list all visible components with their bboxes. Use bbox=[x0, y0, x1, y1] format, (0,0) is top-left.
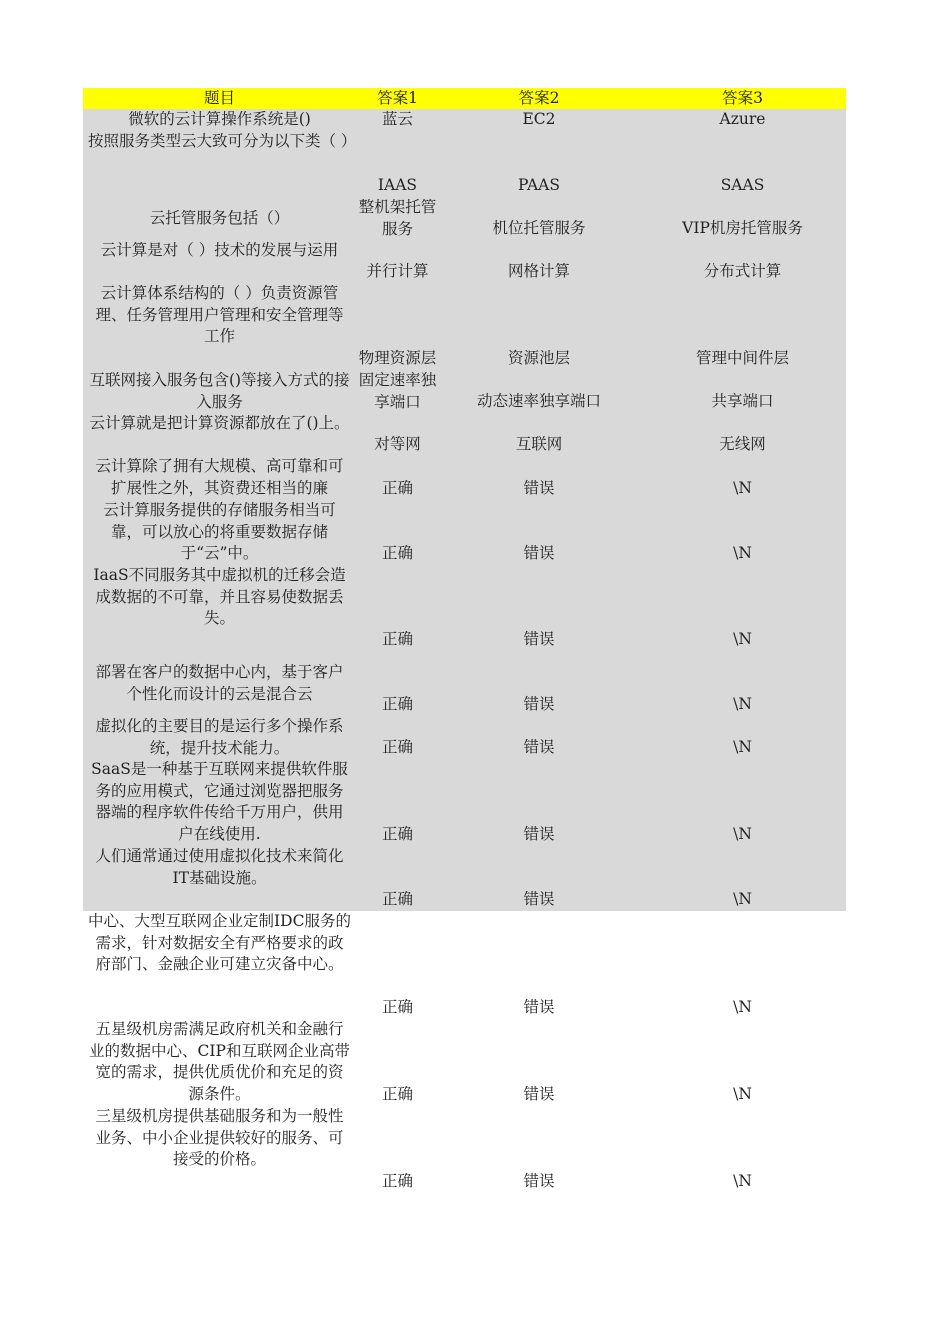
answer1-cell: 正确 bbox=[381, 1085, 413, 1104]
table-row bbox=[83, 197, 846, 240]
question-cell: SaaS是一种基于互联网来提供软件服务的应用模式，它通过浏览器把服务器端的程序软件传给千万用户，供用户在线使用. bbox=[91, 760, 348, 844]
answer1-cell: 正确 bbox=[381, 630, 413, 649]
answer3-cell: \N bbox=[733, 1172, 752, 1191]
answer2-cell: 错误 bbox=[523, 738, 555, 757]
table-row bbox=[83, 413, 846, 456]
answer3-cell: \N bbox=[733, 998, 752, 1017]
answer1-cell: 整机架托管服务 bbox=[358, 198, 437, 238]
answer2-cell: PAAS bbox=[517, 176, 560, 195]
question-cell: 微软的云计算操作系统是() bbox=[128, 110, 311, 128]
answer3-cell: VIP机房托管服务 bbox=[682, 219, 803, 238]
table-row bbox=[83, 109, 846, 131]
answer3-cell: 管理中间件层 bbox=[695, 349, 789, 368]
question-cell: IaaS不同服务其中虚拟机的迁移会造成数据的不可靠，并且容易使数据丢失。 bbox=[93, 566, 346, 628]
question-cell: 云计算服务提供的存储服务相当可靠，可以放心的将重要数据存储于“云”中。 bbox=[103, 501, 336, 563]
answer3-cell: 分布式计算 bbox=[703, 262, 782, 281]
answer1-cell: 固定速率独享端口 bbox=[358, 371, 437, 411]
answer2-cell: 错误 bbox=[523, 1085, 555, 1104]
question-cell: 云托管服务包括（） bbox=[149, 208, 290, 227]
table-row bbox=[83, 131, 846, 197]
answer3-cell: Azure bbox=[719, 110, 766, 128]
table-row bbox=[83, 759, 846, 846]
table-row bbox=[83, 565, 846, 651]
answer1-cell: 正确 bbox=[381, 825, 413, 844]
answer2-cell: 错误 bbox=[523, 998, 555, 1017]
answer2-cell: 错误 bbox=[523, 1172, 555, 1191]
answer3-cell: SAAS bbox=[720, 176, 765, 195]
answer1-cell: 正确 bbox=[381, 998, 413, 1017]
table-row bbox=[83, 911, 846, 1019]
table-row bbox=[83, 1106, 846, 1193]
question-cell: 互联网接入服务包含()等接入方式的接入服务 bbox=[89, 371, 350, 411]
answer1-cell: 并行计算 bbox=[366, 262, 429, 281]
question-cell: 五星级机房需满足政府机关和金融行业的数据中心、CIP和互联网企业高带宽的需求，提供优质优价和充足的资源条件。 bbox=[89, 1020, 350, 1104]
question-cell: 云计算体系结构的（ ）负责资源管理、任务管理用户管理和安全管理等工作 bbox=[95, 284, 344, 346]
answer2-cell: EC2 bbox=[522, 110, 556, 128]
table-row bbox=[83, 456, 846, 500]
answer1-cell: 正确 bbox=[381, 479, 413, 498]
answer1-cell: 正确 bbox=[381, 695, 413, 714]
answer1-cell: 正确 bbox=[381, 544, 413, 563]
answer2-cell: 错误 bbox=[523, 479, 555, 498]
table-header bbox=[83, 88, 846, 109]
question-cell: 人们通常通过使用虚拟化技术来简化IT基础设施。 bbox=[95, 847, 344, 887]
table-row bbox=[83, 500, 846, 565]
question-cell: 虚拟化的主要目的是运行多个操作系统，提升技术能力。 bbox=[95, 717, 344, 757]
answer3-cell: \N bbox=[733, 890, 752, 909]
answer2-cell: 机位托管服务 bbox=[492, 219, 586, 238]
answer2-cell: 动态速率独享端口 bbox=[476, 392, 601, 411]
answer1-cell: IAAS bbox=[377, 176, 418, 195]
answer2-cell: 错误 bbox=[523, 544, 555, 563]
table-row bbox=[83, 283, 846, 370]
question-cell: 云计算除了拥有大规模、高可靠和可扩展性之外，其资费还相当的廉 bbox=[95, 457, 344, 497]
answer1-cell: 正确 bbox=[381, 890, 413, 909]
question-cell: 中心、大型互联网企业定制IDC服务的需求，针对数据安全有严格要求的政府部门、金融企业可建立灾备中心。 bbox=[88, 912, 351, 974]
answer2-cell: 错误 bbox=[523, 630, 555, 649]
table-row bbox=[83, 846, 846, 911]
header-question: 题目 bbox=[203, 89, 235, 107]
table-row bbox=[83, 651, 846, 716]
question-cell: 云计算是对（ ）技术的发展与运用 bbox=[100, 241, 339, 259]
answer3-cell: \N bbox=[733, 544, 752, 563]
header-answer-3: 答案3 bbox=[722, 89, 763, 107]
answer3-cell: \N bbox=[733, 695, 752, 714]
table-row bbox=[83, 370, 846, 413]
answer3-cell: \N bbox=[733, 825, 752, 844]
table-row bbox=[83, 1019, 846, 1106]
answer2-cell: 错误 bbox=[523, 825, 555, 844]
answer1-cell: 物理资源层 bbox=[358, 349, 437, 368]
answer3-cell: \N bbox=[733, 630, 752, 649]
answer2-cell: 互联网 bbox=[515, 435, 563, 454]
question-cell: 按照服务类型云大致可分为以下类（ ） bbox=[88, 132, 357, 150]
answer3-cell: \N bbox=[733, 738, 752, 757]
answer2-cell: 错误 bbox=[523, 890, 555, 909]
header-answer-1: 答案1 bbox=[377, 89, 418, 107]
question-cell: 三星级机房提供基础服务和为一般性业务、中小企业提供较好的服务、可接受的价格。 bbox=[95, 1107, 344, 1169]
answer3-cell: 无线网 bbox=[719, 435, 766, 454]
table-row bbox=[83, 240, 846, 283]
answer1-cell: 对等网 bbox=[374, 435, 421, 454]
question-cell: 云计算就是把计算资源都放在了()上。 bbox=[89, 414, 350, 432]
answer2-cell: 错误 bbox=[523, 695, 555, 714]
answer1-cell: 正确 bbox=[381, 1172, 413, 1191]
header-answer-2: 答案2 bbox=[518, 89, 560, 107]
answer1-cell: 蓝云 bbox=[381, 110, 413, 128]
answer3-cell: \N bbox=[733, 479, 752, 498]
answer3-cell: \N bbox=[733, 1085, 752, 1104]
table-row bbox=[83, 716, 846, 759]
answer2-cell: 网格计算 bbox=[507, 262, 570, 281]
answer3-cell: 共享端口 bbox=[711, 392, 774, 411]
question-cell: 部署在客户的数据中心内，基于客户个性化而设计的云是混合云 bbox=[95, 663, 344, 703]
answer1-cell: 正确 bbox=[381, 738, 413, 757]
answer2-cell: 资源池层 bbox=[507, 349, 570, 368]
question-table bbox=[83, 88, 846, 1193]
